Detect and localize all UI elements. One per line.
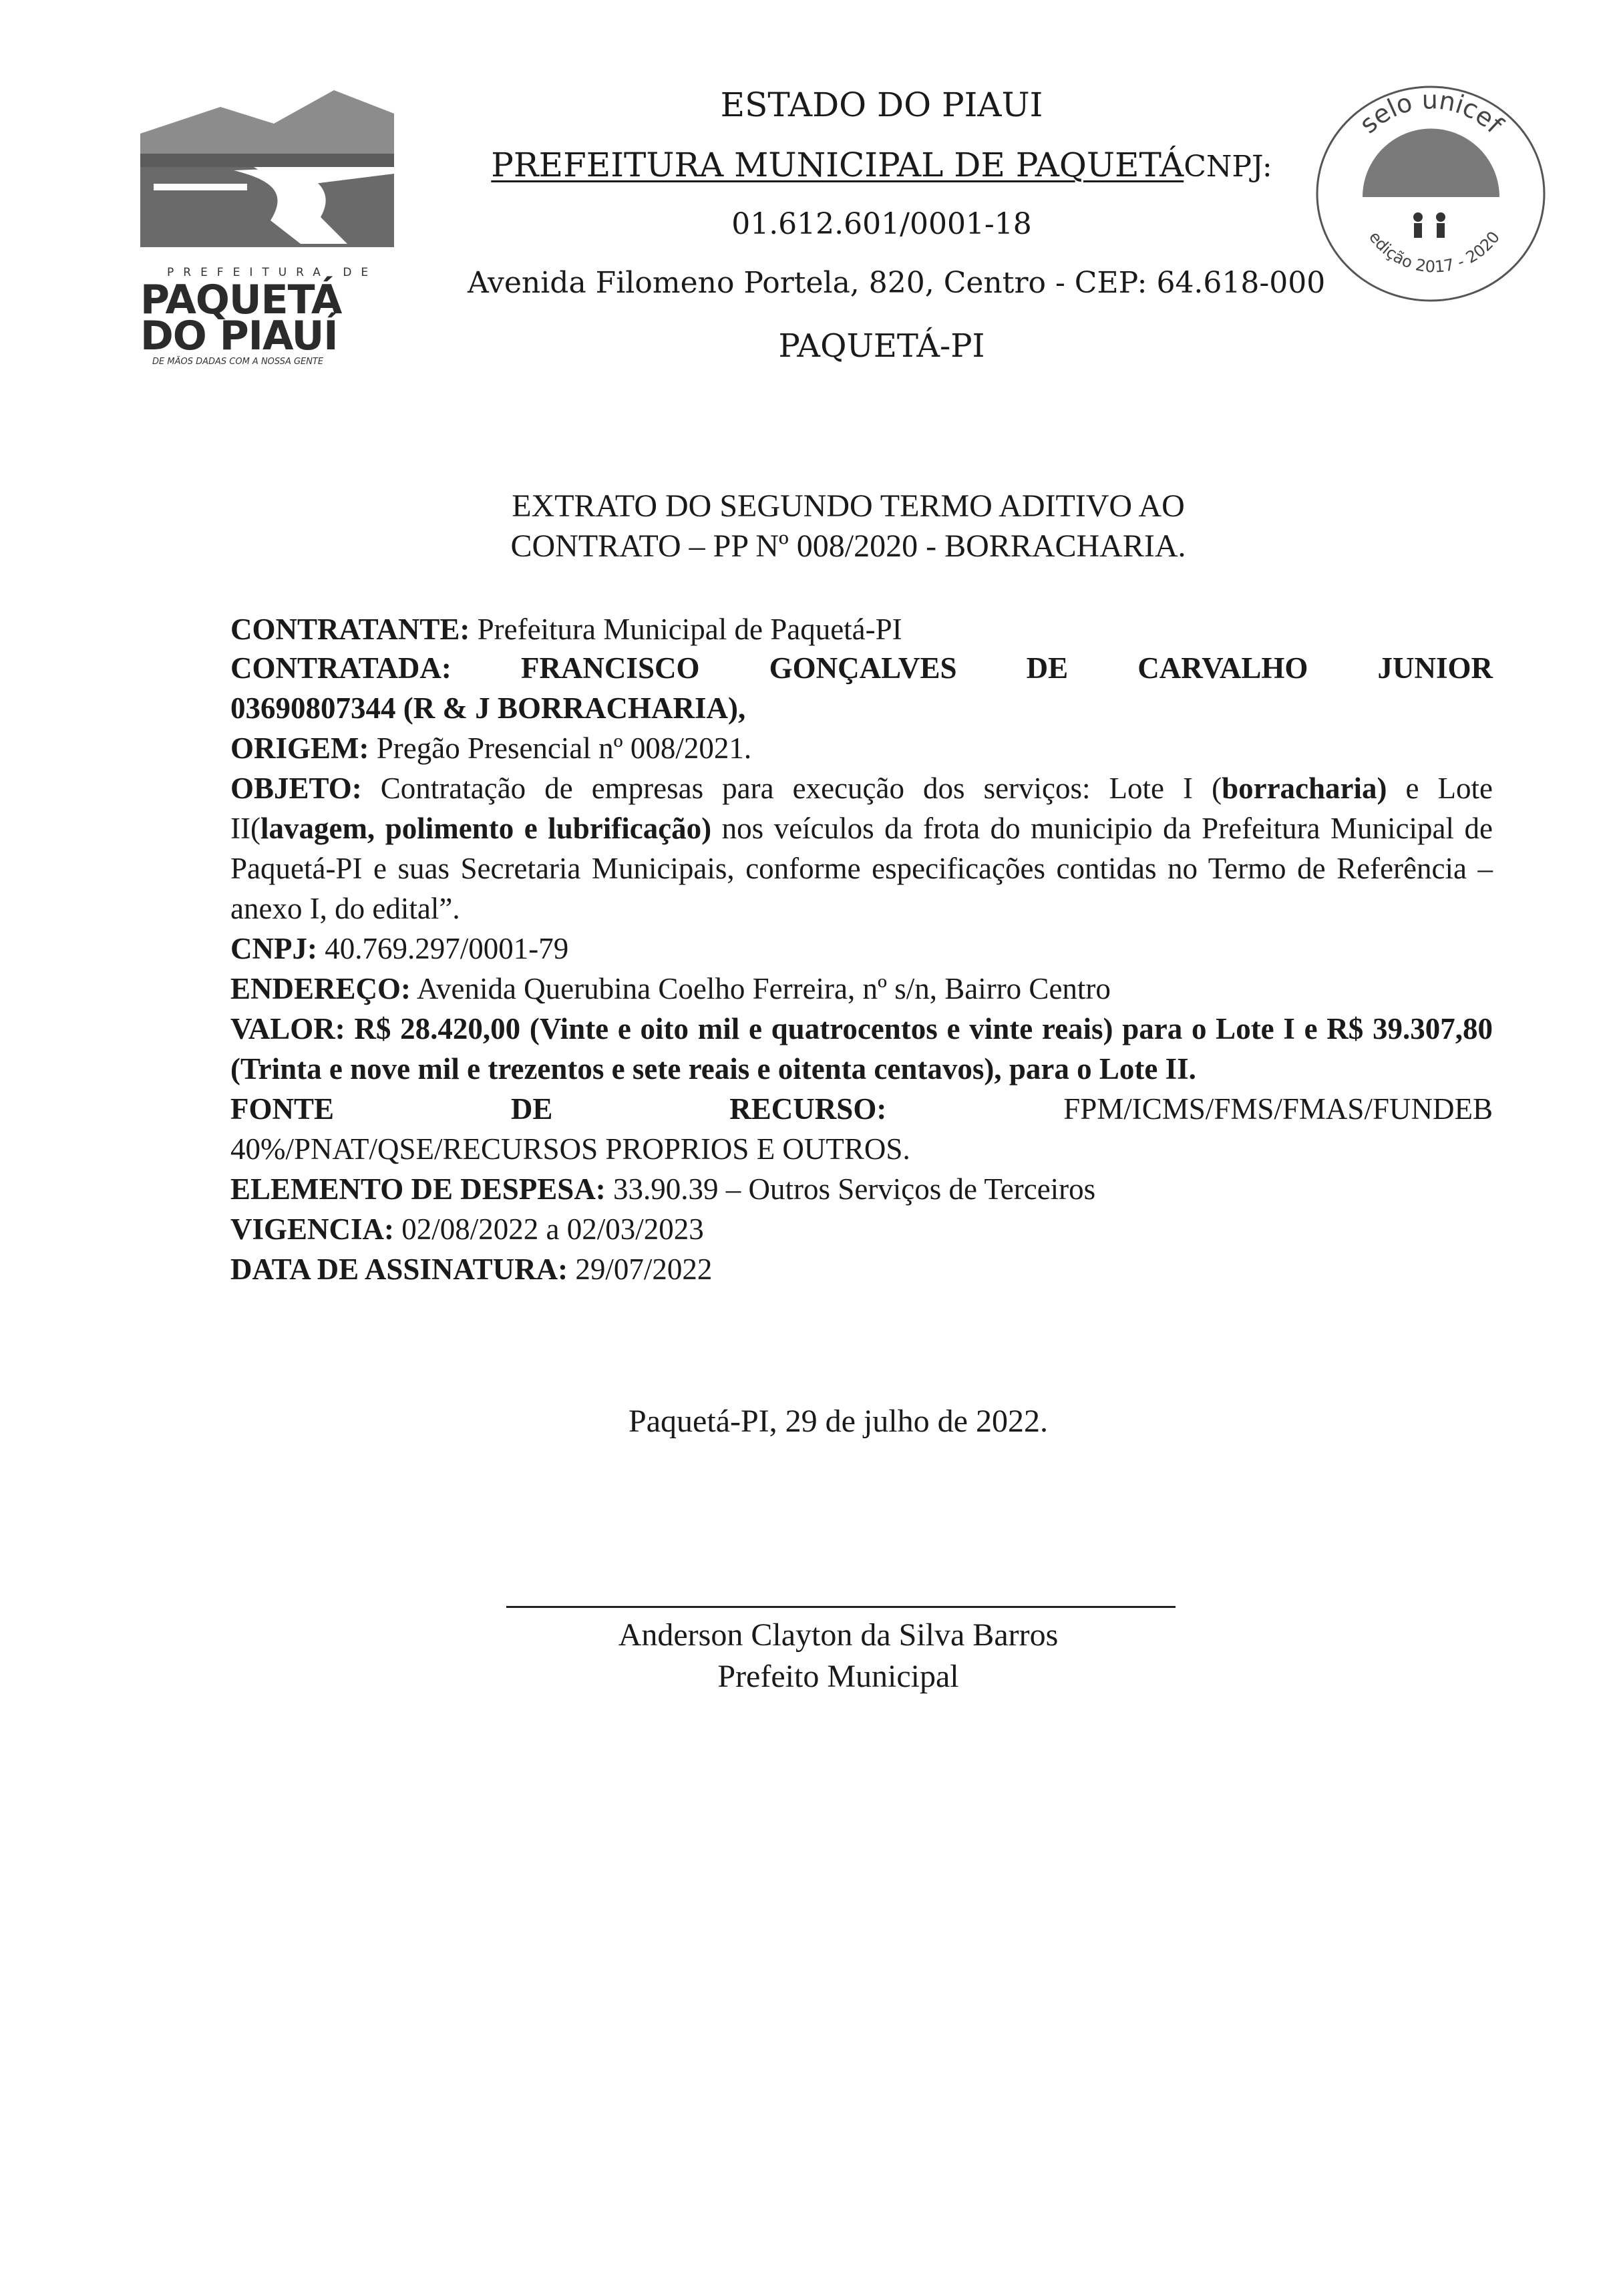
objeto-text-2: e Lote II( — [230, 772, 1493, 845]
unicef-seal — [1312, 84, 1550, 304]
header-prefeitura-line — [468, 146, 1296, 184]
valor-label: VALOR: — [230, 1012, 345, 1045]
data-assinatura-label: DATA DE ASSINATURA: — [230, 1253, 568, 1286]
field-valor — [230, 1009, 1493, 1089]
field-contratada-line2 — [230, 688, 1493, 728]
fonte-value-line1: FPM/ICMS/FMS/FMAS/FUNDEB — [1063, 1092, 1493, 1126]
signer-name: Anderson Clayton da Silva Barros — [618, 1617, 1059, 1653]
objeto-label: OBJETO: — [230, 772, 362, 805]
contratada-label: CONTRATADA: — [230, 651, 452, 685]
field-fonte-line1 — [230, 1089, 1493, 1129]
contratante-label: CONTRATANTE: — [230, 613, 470, 646]
header-cnpj-label: CNPJ: — [1184, 150, 1272, 184]
field-contratada-line1 — [230, 648, 1493, 688]
fonte-label-3: RECURSO: — [729, 1092, 887, 1126]
fonte-label-1: FONTE — [230, 1092, 335, 1126]
field-vigencia — [230, 1209, 1493, 1249]
vigencia-label: VIGENCIA: — [230, 1212, 395, 1246]
cnpj-label: CNPJ: — [230, 932, 317, 965]
elemento-value: 33.90.39 – Outros Serviços de Terceiros — [613, 1172, 1096, 1206]
contratante-value: Prefeitura Municipal de Paquetá-PI — [477, 613, 902, 646]
origem-label: ORIGEM: — [230, 731, 369, 765]
document-title-line2: CONTRATO – PP Nº 008/2020 - BORRACHARIA. — [510, 528, 1186, 564]
contratada-value-line2: 03690807344 (R & J BORRACHARIA), — [230, 691, 746, 725]
seal-top-text: selo unicef — [1353, 85, 1509, 140]
vigencia-value: 02/08/2022 a 02/03/2023 — [401, 1212, 704, 1246]
objeto-text-3: nos veículos da frota do municipio da Prefeitura Municipal de Paquetá-PI e suas Secretaria Municipais, conforme especificações contidas no Termo de Referência – anexo I, do edital”. — [230, 812, 1493, 925]
seal-bottom-text: edição 2017 - 2020 — [1365, 228, 1504, 277]
field-endereco — [230, 969, 1493, 1009]
field-fonte-line2 — [230, 1129, 1493, 1169]
logo-name-line2: DO PIAUÍ — [140, 313, 338, 359]
document-title-line1: EXTRATO DO SEGUNDO TERMO ADITIVO AO — [512, 488, 1185, 524]
valor-value: R$ 28.420,00 (Vinte e oito mil e quatrocentos e vinte reais) para o Lote I e R$ 39.307,80 (Trinta e nove mil e trezentos e sete reais e oitenta centavos), para o Lote II. — [230, 1012, 1493, 1086]
signer-role: Prefeito Municipal — [717, 1659, 959, 1694]
logo-tagline: DE MÃOS DADAS COM A NOSSA GENTE — [152, 357, 324, 367]
field-elemento — [230, 1169, 1493, 1209]
unicef-seal-icon — [1312, 84, 1550, 304]
cnpj-value: 40.769.297/0001-79 — [325, 932, 569, 965]
field-data-assinatura — [230, 1249, 1493, 1289]
logo-small-text: PREFEITURA DE — [167, 266, 378, 279]
header-cnpj: 01.612.601/0001-18 — [731, 207, 1032, 241]
logo-name-line1: PAQUETÁ — [140, 277, 342, 323]
endereco-label: ENDEREÇO: — [230, 972, 411, 1005]
header-state: ESTADO DO PIAUI — [720, 86, 1043, 124]
field-origem — [230, 728, 1493, 768]
endereco-value: Avenida Querubina Coelho Ferreira, nº s/n, Bairro Centro — [416, 972, 1111, 1005]
data-assinatura-value: 29/07/2022 — [575, 1253, 713, 1286]
fonte-value-line2: 40%/PNAT/QSE/RECURSOS PROPRIOS E OUTROS. — [230, 1132, 910, 1166]
svg-text:edição 2017 - 2020 — [1365, 228, 1503, 277]
origem-value: Pregão Presencial nº 008/2021. — [376, 731, 752, 765]
logo-emblem-icon — [134, 87, 401, 261]
fonte-label-2: DE — [510, 1092, 553, 1126]
place-date: Paquetá-PI, 29 de julho de 2022. — [629, 1404, 1048, 1439]
elemento-label: ELEMENTO DE DESPESA: — [230, 1172, 606, 1206]
header-address: Avenida Filomeno Portela, 820, Centro - CEP: 64.618-000 — [468, 266, 1326, 300]
objeto-bold-1: borracharia) — [1222, 772, 1387, 805]
contratada-value-line1: FRANCISCO GONÇALVES DE CARVALHO JUNIOR — [520, 651, 1493, 685]
logo-name — [140, 277, 342, 359]
objeto-bold-2: lavagem, polimento e lubrificação) — [260, 812, 712, 845]
objeto-text-1: Contratação de empresas para execução dos serviços: Lote I ( — [380, 772, 1222, 805]
children-icon — [1413, 212, 1445, 238]
field-cnpj — [230, 929, 1493, 969]
signature-line — [506, 1606, 1176, 1608]
field-objeto — [230, 768, 1493, 929]
field-contratante — [230, 609, 1493, 649]
header-prefeitura: PREFEITURA MUNICIPAL DE PAQUETÁ — [491, 146, 1184, 184]
header-city: PAQUETÁ-PI — [778, 327, 985, 365]
municipal-logo — [134, 87, 401, 367]
